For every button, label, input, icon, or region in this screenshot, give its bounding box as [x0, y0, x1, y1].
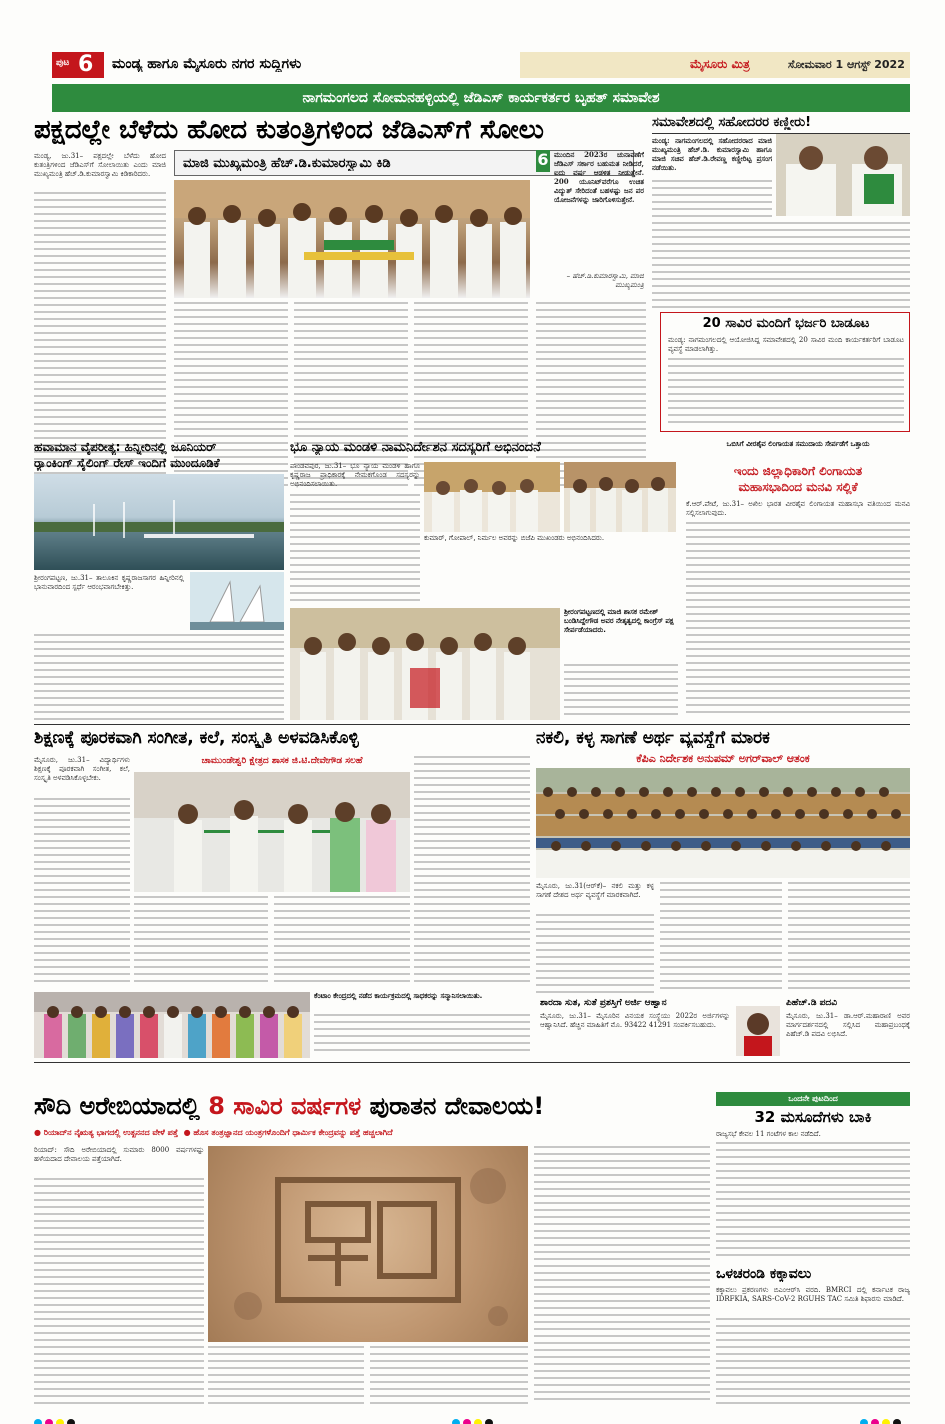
education-caption-body	[314, 1014, 530, 1058]
side1-lede: ಮಂಡ್ಯ: ನಾಗಮಂಗಲದಲ್ಲಿ ಸಹೋದರರಾದ ಮಾಜಿ ಮುಖ್ಯಮಂತ್ರಿ ಹೆಚ್.ಡಿ. ಕುಮಾರಸ್ವಾಮಿ ಹಾಗೂ ಮಾಜಿ ಸಚಿವ ಹೆಚ್.ಡಿ.ರೇವಣ್ಣ ಕಣ್ಣೀರಿಟ್ಟ ಪ್ರಸಂಗ ನಡೆಯಿತು.	[652, 136, 772, 172]
police-headline: ನಕಲಿ, ಕಳ್ಳ ಸಾಗಣೆ ಅರ್ಥ ವ್ಯವಸ್ಥೆಗೆ ಮಾರಕ	[536, 728, 770, 748]
lingayat-headline-1: ಇಂದು ಜಿಲ್ಲಾಧಿಕಾರಿಗೆ ಲಿಂಗಾಯತ	[733, 464, 863, 478]
lead-quote: ಮುಂದಿನ 2023ರ ಚುನಾವಣೆಗೆ ಜೆಡಿಎಸ್ ಸರ್ಕಾರ ಬಹುಮತ ನೀಡಿದರೆ, ಐದು ವರ್ಷ ಆಡಳಿತ ನೀಡುತ್ತೇನೆ. 200 ಯೂನಿಟ್‌ವರೆಗೂ ಉಚಿತ ವಿದ್ಯುತ್ ಸೇರಿದಂತೆ ಬಹಳಷ್ಟು ಜನ ಪರ ಯೋಜನೆಗಳನ್ನು ಜಾರಿಗೊಳಿಸುತ್ತೇನೆ.	[554, 150, 644, 204]
page-header	[0, 0, 945, 82]
yellow-dot-icon	[56, 1419, 64, 1424]
cyan-dot-icon	[34, 1419, 42, 1424]
education-body-1	[34, 798, 130, 986]
police-photo-figures	[536, 768, 910, 878]
weather-headline-1: ಹವಾಮಾನ ವೈಪರೀತ್ಯ: ಹಿನ್ನೀರಿನಲ್ಲಿ ಜೂನಿಯರ್	[34, 440, 217, 454]
saudi-bullets	[34, 1128, 714, 1142]
divider-mid	[34, 724, 910, 725]
continued-body	[716, 1142, 910, 1262]
phd-portrait-figure	[736, 1006, 780, 1056]
magenta-dot-icon	[463, 1419, 471, 1424]
quote-byline: – ಹೆಚ್.ಡಿ.ಕುಮಾರಸ್ವಾಮಿ, ಮಾಜಿ ಮುಖ್ಯಮಂತ್ರಿ	[566, 272, 644, 289]
weather-lake-scene	[34, 474, 284, 570]
weather-dateline: ಶ್ರೀರಂಗಪಟ್ಟಣ, ಜು.31– ತಾಲೂಕಿನ ಕೃಷ್ಣರಾಜಸಾಗರ ಹಿನ್ನೀರಿನಲ್ಲಿ ಭಾನುವಾರದಿಂದ ಸ್ಪರ್ಧೆ ಆರಂಭವಾಗಬೇಕಿತ್ತು.	[34, 574, 184, 591]
education-body-2	[134, 896, 268, 986]
education-body-4	[414, 756, 530, 986]
masthead-band	[520, 52, 910, 78]
yellow-dot-icon	[882, 1419, 890, 1424]
continued-headline: 32 ಮಸೂದೆಗಳು ಬಾಕಿ	[754, 1108, 872, 1126]
saudi-dateline: ರಿಯಾದ್: ಸೌದಿ ಅರೇಬಿಯಾದಲ್ಲಿ ಸುಮಾರು 8000 ವರ್ಷಗಳಷ್ಟು ಹಳೆಯದಾದ ದೇವಾಲಯ ಪತ್ತೆಯಾಗಿದೆ.	[34, 1146, 204, 1163]
bhoo-photo-1	[424, 462, 560, 532]
side1-body-2	[652, 222, 910, 310]
black-dot-icon	[67, 1419, 75, 1424]
police-photo	[536, 768, 910, 878]
weather-photo-lake	[34, 474, 284, 570]
bullet-icon: ●	[180, 1128, 191, 1137]
saudi-headline-pre: ಸೌದಿ ಅರೇಬಿಯಾದಲ್ಲಿ	[34, 1092, 209, 1120]
education-photo	[134, 772, 410, 892]
police-dateline: ಮೈಸೂರು, ಜು.31(ಆರ್‌ಕೆ)– ನಕಲಿ ಮತ್ತು ಕಳ್ಳ ಸಾಗಣೆ ದೇಶದ ಅರ್ಥ ವ್ಯವಸ್ಥೆಗೆ ಮಾರಕವಾಗಿದೆ.	[536, 882, 654, 899]
cyan-dot-icon	[452, 1419, 460, 1424]
saudi-headline	[34, 1092, 714, 1120]
cyan-dot-icon	[860, 1419, 868, 1424]
lingayat-dateline: ಕೆ.ಆರ್.ಪೇಟೆ, ಜು.31– ಅಖಿಲ ಭಾರತ ವೀರಶೈವ ಲಿಂಗಾಯತ ಮಹಾಸಭಾ ವತಿಯಿಂದ ಮನವಿ ಸಲ್ಲಿಸಲಾಗುವುದು.	[686, 500, 910, 517]
side1-photo-figures	[776, 134, 910, 216]
section-title: ಮಂಡ್ಯ ಹಾಗೂ ಮೈಸೂರು ನಗರ ಸುದ್ದಿಗಳು	[112, 56, 302, 72]
bhoo-photo-3-figures	[290, 608, 560, 720]
page-number: 6	[78, 52, 94, 77]
yellow-dot-icon	[474, 1419, 482, 1424]
education-subhead: ಚಾಮುಂಡೇಶ್ವರಿ ಕ್ಷೇತ್ರದ ಶಾಸಕ ಜಿ.ಟಿ.ದೇವೇಗೌಡ ಸಲಹೆ	[201, 756, 363, 766]
education-group-photo	[34, 992, 310, 1058]
side1-headline: ಸಮಾವೇಶದಲ್ಲಿ ಸಹೋದರರ ಕಣ್ಣೀರು!	[652, 115, 812, 130]
sharada-headline: ಶಾರದಾ ಸುತ, ಸುತೆ ಪ್ರಶಸ್ತಿಗೆ ಅರ್ಜಿ ಆಹ್ವಾನ	[540, 998, 667, 1008]
weather-photo-sail	[190, 572, 284, 630]
masthead: ಮೈಸೂರು ಮಿತ್ರ	[690, 57, 750, 71]
ola-headline: ಒಳಚರಂಡಿ ಕಕ್ಕಾವಲು	[716, 1266, 812, 1282]
saudi-headline-em: 8 ಸಾವಿರ ವರ್ಷಗಳ	[208, 1092, 362, 1120]
bhoo-caption-2-body	[564, 664, 678, 720]
lingayat-headline-2: ಮಹಾಸಭಾದಿಂದ ಮನವಿ ಸಲ್ಲಿಕೆ	[738, 480, 858, 494]
bhoo-headline: ಭೂ ನ್ಯಾಯ ಮಂಡಳಿ ನಾಮನಿರ್ದೇಶನ ಸದಸ್ಯರಿಗೆ ಅಭಿನಂದನೆ	[290, 440, 541, 455]
continued-label: ಒಂದನೇ ಪುಟದಿಂದ	[788, 1094, 838, 1103]
lead-headline: ಪಕ್ಷದಲ್ಲೇ ಬೆಳೆದು ಹೋದ ಕುತಂತ್ರಿಗಳಿಂದ ಜೆಡಿಎಸ್‌ಗೆ ಸೋಲು	[34, 115, 544, 145]
bhoo-photo-2-figures	[564, 462, 676, 532]
education-group-figures	[34, 992, 310, 1058]
saudi-body-3	[370, 1346, 528, 1408]
ola-body	[716, 1318, 910, 1408]
phd-text: ಮೈಸೂರು, ಜು.31– ಡಾ.ಆರ್.ಮಹಾರಾಣಿ ಅವರ ಮಾರ್ಗದರ್ಶನದಲ್ಲಿ ಸಲ್ಲಿಸಿದ ಮಹಾಪ್ರಬಂಧಕ್ಕೆ ಪಿಹೆಚ್.ಡಿ ಪದವಿ ಲಭಿಸಿದೆ.	[786, 1012, 910, 1038]
side2-lede: ಮಂಡ್ಯ: ನಾಗಮಂಗಲದಲ್ಲಿ ಆಯೋಜಿಸಿದ್ದ ಸಮಾವೇಶದಲ್ಲಿ 20 ಸಾವಿರ ಮಂದಿ ಕಾರ್ಯಕರ್ತರಿಗೆ ಬಾಡೂಟ ವ್ಯವಸ್ಥೆ ಮಾಡಲಾಗಿತ್ತು.	[668, 336, 904, 353]
black-dot-icon	[893, 1419, 901, 1424]
registration-marks-right	[860, 1412, 920, 1422]
police-body-3	[788, 882, 910, 994]
bhoo-caption-2: ಶ್ರೀರಂಗಪಟ್ಟಣದಲ್ಲಿ ಮಾಜಿ ಶಾಸಕ ರಮೇಶ್ ಬಂಡಿಸಿದ್ದೇಗೌಡ ಅವರ ನೇತೃತ್ವದಲ್ಲಿ ಕಾಂಗ್ರೆಸ್ ಪಕ್ಷ ಸೇರ್ಪಡೆಯಾದರು.	[564, 608, 674, 634]
saudi-body-2	[208, 1346, 364, 1408]
education-subhead-box	[132, 754, 432, 770]
saudi-temple-ruins	[208, 1146, 528, 1342]
lead-photo-figures	[174, 180, 530, 298]
saudi-body-4	[534, 1146, 710, 1408]
lead-quote-box	[536, 150, 644, 300]
lead-subhead: ಮಾಜಿ ಮುಖ್ಯಮಂತ್ರಿ ಹೆಚ್.ಡಿ.ಕುಮಾರಸ್ವಾಮಿ ಕಿಡಿ	[183, 156, 391, 171]
police-body-1	[536, 914, 654, 994]
page-label: ಪುಟ	[56, 58, 70, 68]
bhoo-body	[290, 494, 420, 606]
page-label-box	[52, 52, 104, 78]
education-headline: ಶಿಕ್ಷಣಕ್ಕೆ ಪೂರಕವಾಗಿ ಸಂಗೀತ, ಕಲೆ, ಸಂಸ್ಕೃತಿ ಅಳವಡಿಸಿಕೊಳ್ಳಿ	[34, 728, 359, 748]
saudi-headline-post: ಪುರಾತನ ದೇವಾಲಯ!	[361, 1092, 545, 1120]
side2-headline: 20 ಸಾವಿರ ಮಂದಿಗೆ ಭರ್ಜರಿ ಬಾಡೂಟ	[702, 316, 870, 331]
saudi-body-1	[34, 1178, 204, 1408]
lead-photo	[174, 180, 530, 298]
bhoo-photo-1-figures	[424, 462, 560, 532]
bhoo-caption-1: ಕುಮಾರ್, ಗೋಪಾಲ್, ನಿರ್ಮಲ ಅವರನ್ನು ಬಿಜೆಪಿ ಮುಖಂಡರು ಅಭಿನಂದಿಸಿದರು.	[424, 534, 605, 542]
sharada-text: ಮೈಸೂರು, ಜು.31– ಮೈಸೂರಿನ ವಿನಯಕ ಸಂಸ್ಥೆಯು 2022ರ ಅರ್ಜಿಗಳನ್ನು ಆಹ್ವಾನಿಸಿದೆ. ಹೆಚ್ಚಿನ ಮಾಹಿತಿಗೆ ಮೊ. 93422 41291 ಸಂಪರ್ಕಿಸಬಹುದು.	[540, 1012, 730, 1029]
quote-number: 6	[536, 150, 550, 172]
phd-headline: ಪಿಹೆಚ್.ಡಿ ಪದವಿ	[786, 998, 838, 1008]
magenta-dot-icon	[871, 1419, 879, 1424]
lingayat-kicker: ಒಬಿಸಿಗೆ ವೀರಶೈವ ಲಿಂಗಾಯತ ಸಮುದಾಯ ಸೇರ್ಪಡೆಗೆ ಒತ್ತಾಯ	[726, 440, 870, 448]
lingayat-body	[686, 522, 910, 720]
phd-portrait	[736, 1006, 780, 1056]
magenta-dot-icon	[45, 1419, 53, 1424]
bhoo-dateline: ಪಾಂಡವಪುರ, ಜು.31– ಭೂ ನ್ಯಾಯ ಮಂಡಳಿ ಹಾಗೂ ಕೃಷ್ಣರಾಜ ಪ್ರಾಧಿಕಾರಕ್ಕೆ ನೇಮಕಗೊಂಡ ಸದಸ್ಯರನ್ನು ಅಭಿನಂದಿಸಲಾಯಿತು.	[290, 462, 420, 488]
weather-body	[34, 634, 284, 722]
bhoo-photo-2	[564, 462, 676, 532]
black-dot-icon	[485, 1419, 493, 1424]
continued-label-box	[716, 1092, 910, 1106]
weather-sail-scene	[190, 572, 284, 630]
issue-date: ಸೋಮವಾರ 1 ಆಗಸ್ಟ್ 2022	[788, 58, 905, 71]
divider-lower	[34, 1062, 910, 1063]
registration-marks-center	[452, 1412, 512, 1422]
saudi-photo	[208, 1146, 528, 1342]
continued-text: ರಾಜ್ಯಸಭೆ ಕೇವಲ 11 ಗಂಟೆಗಳ ಕಾಲ ನಡೆದಿದೆ.	[716, 1130, 821, 1138]
registration-marks-left	[34, 1412, 94, 1422]
education-caption: ಕೆಂಟಾಂ ಕೇಂದ್ರದಲ್ಲಿ ನಡೆದ ಕಾರ್ಯಕ್ರಮದಲ್ಲಿ ಸಾಧಕರನ್ನು ಸನ್ಮಾನಿಸಲಾಯಿತು.	[314, 992, 483, 1000]
saudi-bullet-2: ಹೊಸ ತಂತ್ರಜ್ಞಾನದ ಯಂತ್ರಗಳೊಂದಿಗೆ ಧಾರ್ಮಿಕ ಕೇಂದ್ರವನ್ನು ಪತ್ತೆ ಹಚ್ಚಲಾಗಿದೆ	[193, 1128, 393, 1137]
event-banner	[52, 84, 910, 112]
side1-body	[652, 180, 772, 220]
saudi-bullet-1: ರಿಯಾದ್‌ನ ನೈಋತ್ಯ ಭಾಗದಲ್ಲಿ ಉತ್ಖನನದ ವೇಳೆ ಪತ್ತೆ	[43, 1128, 178, 1137]
weather-headline-2: ರ್‍ಯಾಂಕಿಂಗ್ ಸೈಲಿಂಗ್ ರೇಸ್ ಇಂದಿಗೆ ಮುಂದೂಡಿಕೆ	[34, 456, 220, 470]
lead-dateline: ಮಂಡ್ಯ, ಜು.31– ಪಕ್ಷದಲ್ಲೇ ಬೆಳೆದು ಹೋದ ಕುತಂತ್ರಿಗಳಿಂದ ಜೆಡಿಎಸ್‌ಗೆ ಸೋಲಾಯಿತು ಎಂದು ಮಾಜಿ ಮುಖ್ಯಮಂತ್ರಿ ಹೆಚ್.ಡಿ.ಕುಮಾರಸ್ವಾಮಿ ಕಿಡಿಕಾರಿದರು.	[34, 152, 166, 178]
side1-photo	[776, 134, 910, 216]
side2-body	[668, 358, 904, 428]
ola-text: ಕಕ್ಕಾವಲು ಪ್ರಕರಣಗಳು ಬಿಎಂಆರ್‌ಸಿ ವರದಿ. BMRCI ದಲ್ಲಿ ಕರ್ನಾಟಕ ರಾಜ್ಯ IDRFKIA, SARS-CoV-2 RGUHS TAC ಸಮಿತಿ ಶಿಫಾರಸು ಮಾಡಿದೆ.	[716, 1286, 910, 1303]
bullet-icon: ●	[34, 1128, 41, 1137]
police-subhead: ಕೆಪಿಎ ನಿರ್ದೇಶಕ ಅನುಪಮ್ ಅಗರ್‌ವಾಲ್ ಆತಂಕ	[636, 752, 810, 765]
police-body-2	[660, 882, 782, 994]
bhoo-photo-3	[290, 608, 560, 720]
education-body-3	[274, 896, 410, 986]
education-photo-figures	[134, 772, 410, 892]
banner-text: ನಾಗಮಂಗಲದ ಸೋಮನಹಳ್ಳಿಯಲ್ಲಿ ಜೆಡಿಎಸ್ ಕಾರ್ಯಕರ್ತರ ಬೃಹತ್ ಸಮಾವೇಶ	[302, 90, 660, 106]
education-dateline: ಮೈಸೂರು, ಜು.31– ವಿದ್ಯಾರ್ಥಿಗಳು ಶಿಕ್ಷಣಕ್ಕೆ ಪೂರಕವಾಗಿ ಸಂಗೀತ, ಕಲೆ, ಸಂಸ್ಕೃತಿ ಅಳವಡಿಸಿಕೊಳ್ಳಬೇಕು.	[34, 756, 130, 782]
